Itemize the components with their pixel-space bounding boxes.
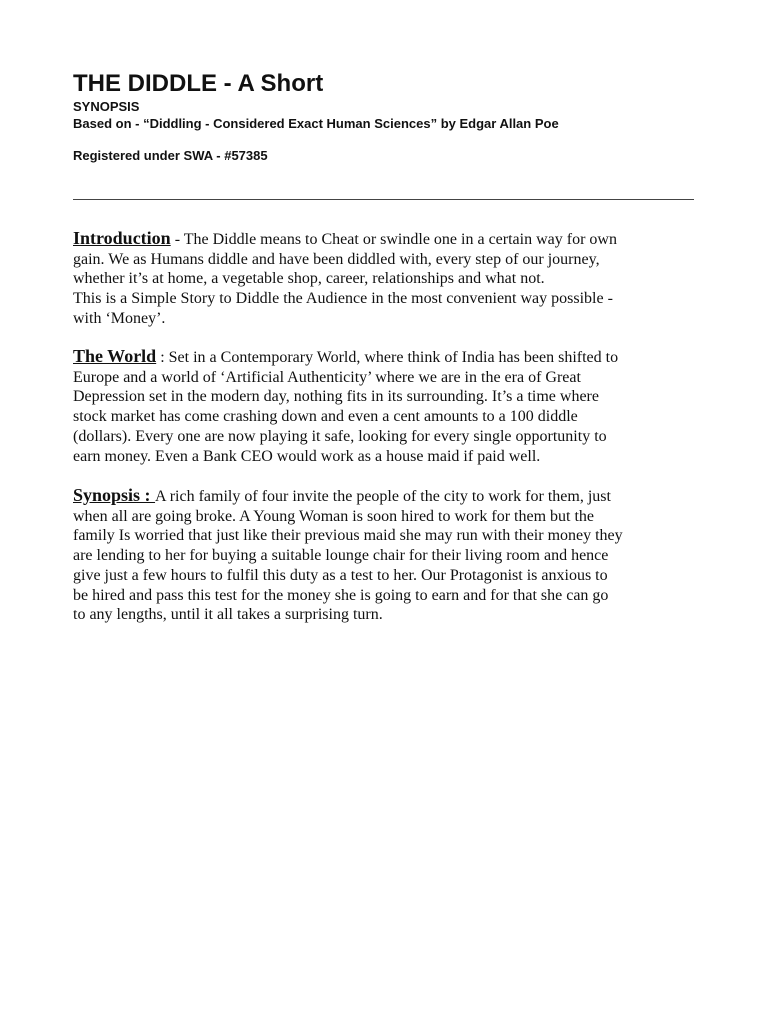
heading-separator: : [156,349,169,366]
world-paragraph [73,347,698,466]
synopsis-label: SYNOPSIS [73,99,140,114]
paragraph-line: earn money. Even a Bank CEO would work as a house maid if paid well. [73,447,541,465]
paragraph-line: are lending to her for buying a suitable lounge chair for their living room and hence [73,547,609,565]
paragraph-line: be hired and pass this test for the money she is going to earn and for that she can go [73,586,609,604]
paragraph-line: to any lengths, until it all takes a surprising turn. [73,606,383,624]
paragraph-line: with ‘Money’. [73,309,166,327]
registration-line: Registered under SWA - #57385 [73,148,268,163]
paragraph-line: Europe and a world of ‘Artificial Authenticity’ where we are in the era of Great [73,368,581,386]
paragraph-text: Set in a Contemporary World, where think of India has been shifted to [168,349,619,366]
heading-separator: - [170,231,184,248]
synopsis-paragraph [73,486,698,625]
paragraph-line: (dollars). Every one are now playing it safe, looking for every single opportunity to [73,427,607,445]
introduction-paragraph [73,229,698,329]
introduction-heading: Introduction [73,228,171,248]
paragraph-line: gain. We as Humans diddle and have been diddled with, every step of our journey, [73,250,600,268]
world-heading: The World [73,346,157,366]
paragraph-text: A rich family of four invite the people of the city to work for them, just [155,488,611,505]
paragraph-line: This is a Simple Story to Diddle the Audience in the most convenient way possible - [73,290,613,308]
based-on-line: Based on - “Diddling - Considered Exact Human Sciences” by Edgar Allan Poe [73,116,559,131]
paragraph-line: family Is worried that just like their previous maid she may run with their money they [73,527,623,545]
paragraph-line [73,229,698,250]
paragraph-line: when all are going broke. A Young Woman is soon hired to work for them but the [73,507,595,525]
paragraph-line: whether it’s at home, a vegetable shop, career, relationships and what not. [73,270,545,288]
paragraph-line: Depression set in the modern day, nothing fits in its surrounding. It’s a time where [73,388,599,406]
horizontal-divider [73,199,694,200]
paragraph-text: The Diddle means to Cheat or swindle one in a certain way for own [183,231,617,248]
document-title: THE DIDDLE - A Short [73,70,324,97]
synopsis-heading: Synopsis : [73,485,156,505]
paragraph-line [73,347,698,368]
paragraph-line: give just a few hours to fulfil this duty as a test to her. Our Protagonist is anxious to [73,566,608,584]
paragraph-line [73,486,698,507]
paragraph-line: stock market has come crashing down and even a cent amounts to a 100 diddle [73,408,578,426]
